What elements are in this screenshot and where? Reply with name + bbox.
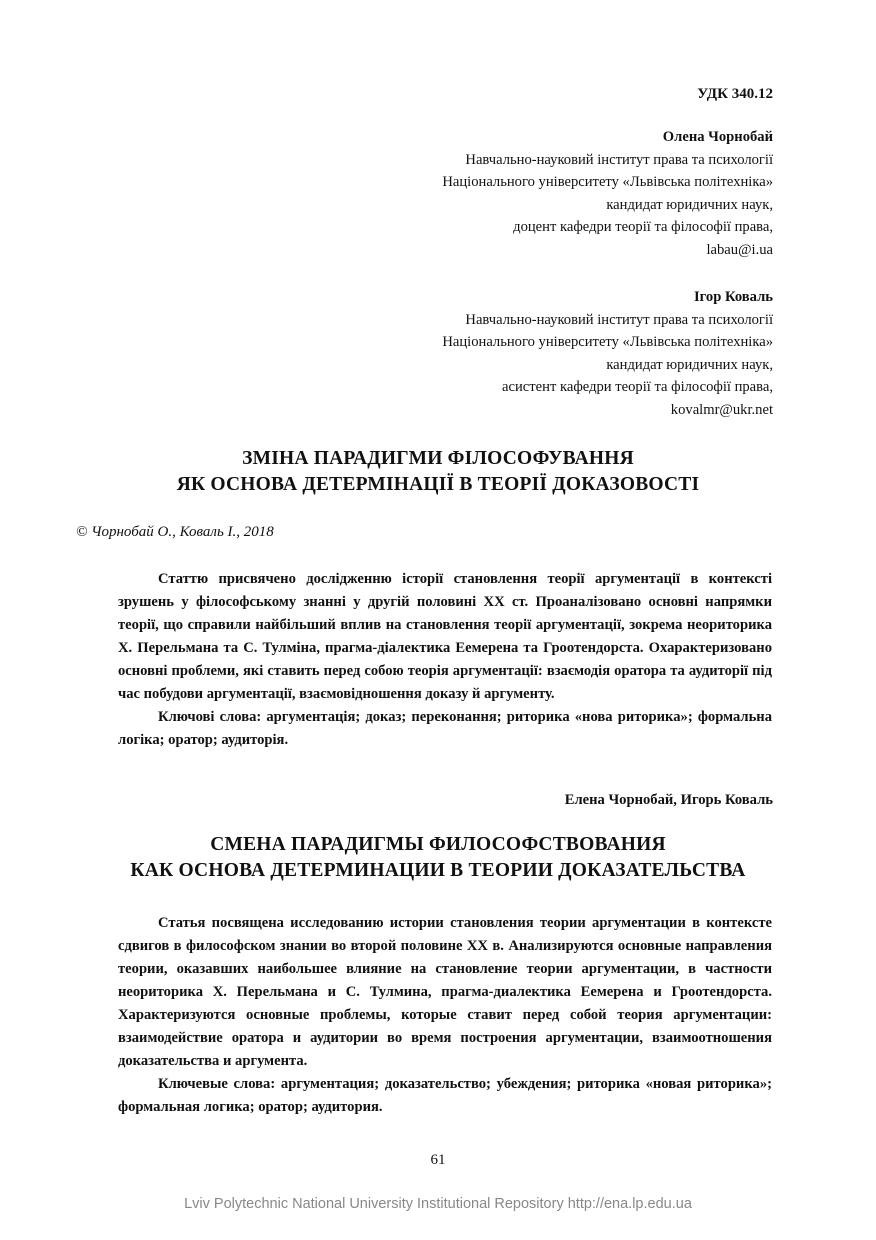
abstract-ua	[118, 568, 772, 752]
author-affiliation-line: Навчально-науковий інститут права та психології	[465, 151, 773, 168]
author-name: Ігор Коваль	[693, 289, 773, 305]
author-email[interactable]: labau@i.ua	[706, 241, 773, 258]
author-affiliation-line: Національного університету «Львівська політехніка»	[442, 174, 773, 191]
keywords-text: Ключевые слова: аргументация; доказательство; убеждения; риторика «новая риторика»; формальная логика; оратор; аудитория.	[118, 1076, 772, 1115]
author-affiliation-line: Навчально-науковий інститут права та психології	[465, 311, 773, 328]
keywords-text: Ключові слова: аргументація; доказ; переконання; риторика «нова риторика»; формальна логіка; оратор; аудиторія.	[118, 709, 772, 748]
author-block-1	[442, 126, 773, 262]
title-line: СМЕНА ПАРАДИГМЫ ФИЛОСОФСТВОВАНИЯ	[210, 834, 666, 855]
author-degree: кандидат юридичних наук,	[606, 356, 773, 373]
author-position: асистент кафедри теорії та філософії права,	[502, 379, 773, 396]
author-affiliation-line: Національного університету «Львівська політехніка»	[442, 334, 773, 351]
title-line: ЯК ОСНОВА ДЕТЕРМІНАЦІЇ В ТЕОРІЇ ДОКАЗОВОСТІ	[176, 474, 700, 495]
title-line: КАК ОСНОВА ДЕТЕРМИНАЦИИ В ТЕОРИИ ДОКАЗАТЕЛЬСТВА	[130, 860, 746, 881]
abstract-ru	[118, 912, 772, 1119]
abstract-text: Статтю присвячено дослідженню історії становлення теорії аргументації в контексті зрушень у філософському знанні у другій половині ХХ ст. Проаналізовано основні напрямки теорії, що справили найбільший вплив на становлення теорії аргументації, зокрема неориторика Х. Перельмана та С. Тулміна, прагма-діалектика Еемерена та Гроотендорста. Охарактеризовано основні проблеми, які ставить перед собою теорія аргументації: взаємодія оратора та аудиторії під час побудови аргументації, взаємовідношення доказу й аргументу.	[118, 571, 772, 702]
article-title-ru	[0, 832, 876, 884]
author-position: доцент кафедри теорії та філософії права,	[513, 219, 773, 236]
author-email[interactable]: kovalmr@ukr.net	[670, 401, 773, 418]
copyright-notice: © Чорнобай О., Коваль І., 2018	[76, 524, 274, 540]
udk-code: УДК 340.12	[697, 86, 773, 102]
ru-authors: Елена Чорнобай, Игорь Коваль	[564, 792, 773, 808]
author-block-2	[442, 286, 773, 422]
author-name: Олена Чорнобай	[662, 129, 773, 145]
repository-footer[interactable]: Lviv Polytechnic National University Institutional Repository http://ena.lp.edu.ua	[184, 1196, 692, 1212]
abstract-text: Статья посвящена исследованию истории становления теории аргументации в контексте сдвигов в философском знании во второй половине ХХ в. Анализируются основные направления теории, оказавших наибольшее влияние на становление теории аргументации, в частности неориторика Х. Перельмана и С. Тулмина, прагма-диалектика Еемерена и Гроотендорста. Характеризуются основные проблемы, которые ставит перед собой теория аргументации: взаимодействие оратора и аудитории во время построения аргументации, взаимоотношения доказательства и аргумента.	[118, 915, 772, 1069]
article-title-ua	[0, 446, 876, 498]
page-number: 61	[430, 1152, 446, 1168]
author-degree: кандидат юридичних наук,	[606, 196, 773, 213]
title-line: ЗМІНА ПАРАДИГМИ ФІЛОСОФУВАННЯ	[242, 448, 634, 469]
